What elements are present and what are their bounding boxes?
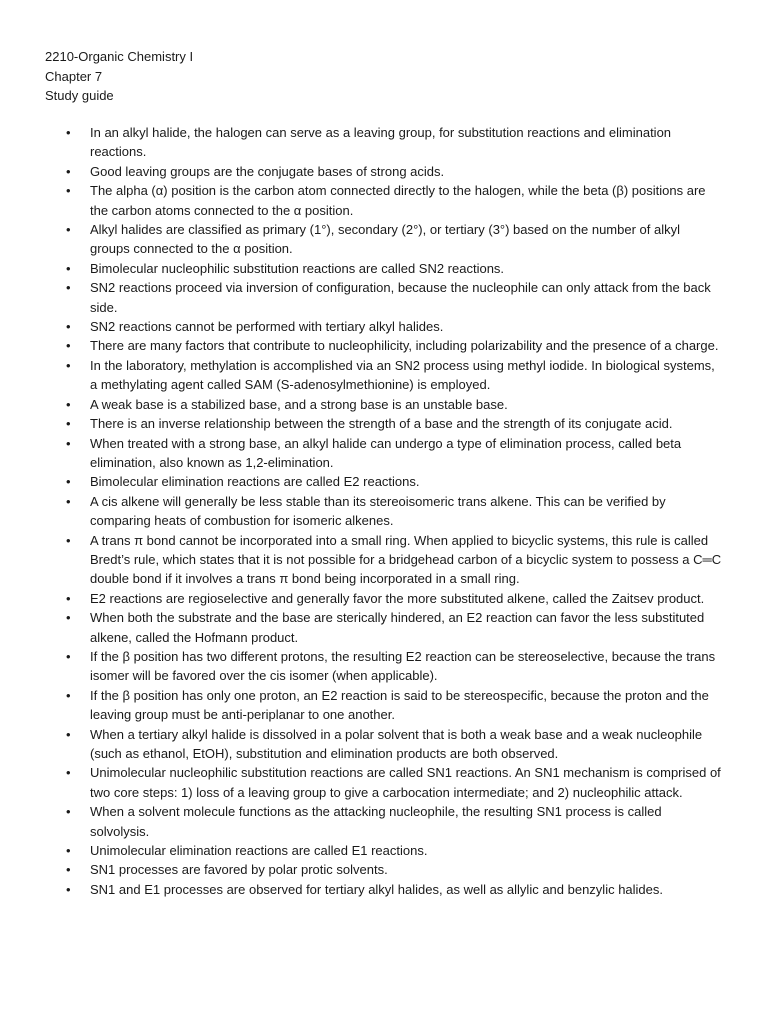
study-guide-bullet-list: [0, 123, 768, 899]
bullet-dot-icon: •: [66, 843, 71, 859]
bullet-text: A trans π bond cannot be incorporated into a small ring. When applied to bicyclic systems, this rule is called Bredt’s rule, which states that it is not possible for a bridgehead carbon of a bicyclic system to possess a C═C double bond if it involves a trans π bond being incorporated in a small ring.: [90, 532, 722, 587]
bullet-item: [0, 123, 768, 162]
bullet-text: SN1 and E1 processes are observed for tertiary alkyl halides, as well as allylic and benzylic halides.: [90, 881, 664, 897]
bullet-item: [0, 880, 768, 899]
bullet-text: Unimolecular elimination reactions are called E1 reactions.: [90, 843, 428, 859]
bullet-item: [0, 608, 768, 647]
bullet-item: [0, 763, 768, 802]
bullet-item: [0, 181, 768, 220]
bullet-dot-icon: •: [66, 726, 71, 742]
bullet-item: [0, 531, 768, 589]
bullet-dot-icon: •: [66, 260, 71, 276]
bullet-dot-icon: •: [66, 280, 71, 296]
bullet-text: In an alkyl halide, the halogen can serve as a leaving group, for substitution reactions and elimination reactions.: [90, 125, 672, 160]
bullet-item: [0, 434, 768, 473]
bullet-item: [0, 841, 768, 860]
bullet-text: There is an inverse relationship between the strength of a base and the strength of its conjugate acid.: [90, 416, 673, 432]
document-type-label: Study guide: [45, 88, 114, 103]
bullet-dot-icon: •: [66, 804, 71, 820]
bullet-item: [0, 414, 768, 433]
document-header: [45, 47, 193, 106]
bullet-item: [0, 336, 768, 355]
bullet-item: [0, 278, 768, 317]
bullet-text: If the β position has two different protons, the resulting E2 reaction can be stereoselective, because the trans isomer will be favored over the cis isomer (when applicable).: [90, 648, 716, 684]
bullet-item: [0, 472, 768, 491]
bullet-text: There are many factors that contribute to nucleophilicity, including polarizability and the presence of a charge.: [90, 338, 719, 354]
bullet-dot-icon: •: [66, 222, 71, 238]
bullet-text: When a solvent molecule functions as the attacking nucleophile, the resulting SN1 process is called solvolysis.: [90, 804, 662, 839]
bullet-text: Good leaving groups are the conjugate bases of strong acids.: [90, 163, 445, 179]
bullet-text: When both the substrate and the base are sterically hindered, an E2 reaction can favor the less substituted alkene, called the Hofmann product.: [90, 610, 705, 645]
course-title: 2210-Organic Chemistry I: [45, 49, 194, 64]
bullet-dot-icon: •: [66, 590, 71, 606]
bullet-dot-icon: •: [66, 881, 71, 897]
bullet-item: [0, 647, 768, 686]
bullet-dot-icon: •: [66, 338, 71, 354]
bullet-item: [0, 395, 768, 414]
bullet-dot-icon: •: [66, 357, 71, 373]
bullet-item: [0, 317, 768, 336]
bullet-dot-icon: •: [66, 765, 71, 781]
bullet-item: [0, 860, 768, 879]
bullet-dot-icon: •: [66, 125, 71, 140]
bullet-dot-icon: •: [66, 493, 71, 509]
bullet-item: [0, 589, 768, 608]
bullet-dot-icon: •: [66, 163, 71, 179]
bullet-dot-icon: •: [66, 862, 71, 878]
bullet-text: Bimolecular elimination reactions are called E2 reactions.: [90, 474, 420, 490]
bullet-text: If the β position has only one proton, an E2 reaction is said to be stereospecific, because the proton and the leaving group must be anti-periplanar to one another.: [90, 687, 709, 723]
bullet-dot-icon: •: [66, 532, 71, 548]
bullet-dot-icon: •: [66, 687, 71, 703]
bullet-text: Unimolecular nucleophilic substitution reactions are called SN1 reactions. An SN1 mechanism is comprised of two core steps: 1) loss of a leaving group to give a carbocation intermediate; and 2) nucleophilic attack.: [90, 765, 721, 800]
bullet-text: SN1 processes are favored by polar protic solvents.: [90, 862, 388, 878]
bullet-text: The alpha (α) position is the carbon atom connected directly to the halogen, while the beta (β) positions are the carbon atoms connected to the α position.: [90, 183, 706, 218]
bullet-text: SN2 reactions proceed via inversion of configuration, because the nucleophile can only attack from the back side.: [90, 280, 711, 315]
bullet-item: [0, 220, 768, 259]
bullet-text: SN2 reactions cannot be performed with tertiary alkyl halides.: [90, 319, 444, 335]
bullet-item: [0, 162, 768, 181]
bullet-text: A cis alkene will generally be less stable than its stereoisomeric trans alkene. This can be verified by comparing heats of combustion for isomeric alkenes.: [90, 493, 666, 529]
bullet-dot-icon: •: [66, 648, 71, 664]
bullet-dot-icon: •: [66, 435, 71, 451]
bullet-text: When a tertiary alkyl halide is dissolved in a polar solvent that is both a weak base and a weak nucleophile (such as ethanol, EtOH), substitution and elimination products are both observed.: [90, 726, 703, 761]
bullet-item: [0, 725, 768, 764]
bullet-item: [0, 259, 768, 278]
bullet-dot-icon: •: [66, 183, 71, 199]
bullet-text: Bimolecular nucleophilic substitution reactions are called SN2 reactions.: [90, 260, 505, 276]
bullet-text: When treated with a strong base, an alkyl halide can undergo a type of elimination process, called beta elimination, also known as 1,2-elimination.: [90, 435, 682, 470]
bullet-dot-icon: •: [66, 474, 71, 490]
bullet-dot-icon: •: [66, 416, 71, 432]
bullet-item: [0, 356, 768, 395]
bullet-item: [0, 686, 768, 725]
chapter-label: Chapter 7: [45, 68, 103, 84]
bullet-item: [0, 802, 768, 841]
bullet-item: [0, 492, 768, 531]
bullet-text: E2 reactions are regioselective and generally favor the more substituted alkene, called the Zaitsev product.: [90, 590, 705, 606]
bullet-text: In the laboratory, methylation is accomplished via an SN2 process using methyl iodide. In biological systems, a methylating agent called SAM (S-adenosylmethionine) is employed.: [90, 357, 715, 393]
bullet-text: Alkyl halides are classified as primary (1°), secondary (2°), or tertiary (3°) based on the number of alkyl groups connected to the α position.: [90, 222, 680, 257]
bullet-dot-icon: •: [66, 319, 71, 335]
bullet-dot-icon: •: [66, 396, 71, 412]
bullet-text: A weak base is a stabilized base, and a strong base is an unstable base.: [90, 396, 508, 412]
bullet-dot-icon: •: [66, 610, 71, 626]
